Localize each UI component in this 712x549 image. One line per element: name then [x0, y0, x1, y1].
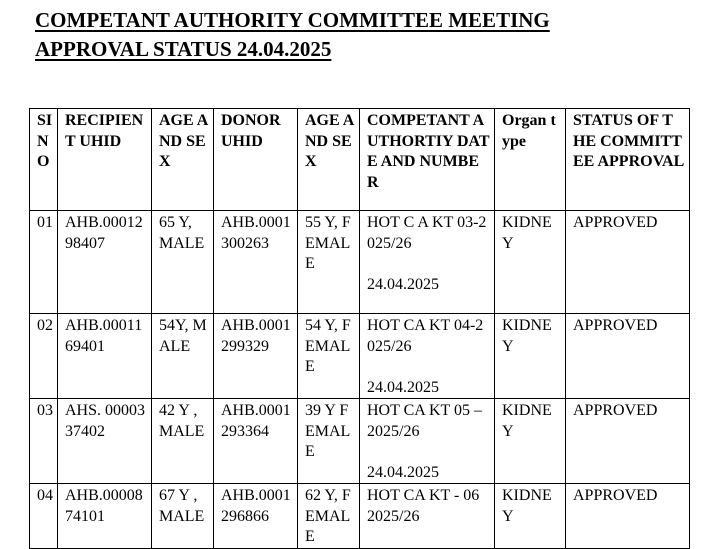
- approval-status-cell: APPROVED: [566, 314, 690, 399]
- authority-number-cell: [360, 399, 495, 484]
- authority-number-cell: [360, 484, 495, 549]
- donor-uhid-cell: AHB.0001296866: [214, 484, 298, 549]
- column-header: STATUS OF THE COMMITTEE APPROVAL: [566, 109, 690, 211]
- column-header: AGE AND SEX: [152, 109, 214, 211]
- recipient-age-sex-cell: 54Y, MALE: [152, 314, 214, 399]
- column-header: RECIPIENT UHID: [58, 109, 152, 211]
- recipient-uhid-cell: AHB.0001298407: [58, 211, 152, 314]
- serial-number-cell: 04: [30, 484, 58, 549]
- serial-number-cell: 03: [30, 399, 58, 484]
- column-header: Organ type: [495, 109, 566, 211]
- donor-uhid-cell: AHB.0001299329: [214, 314, 298, 399]
- column-header: AGE AND SEX: [298, 109, 360, 211]
- authority-number-cell: [360, 211, 495, 314]
- donor-age-sex-cell: 54 Y, FEMALE: [298, 314, 360, 399]
- authority-date: 24.04.2025: [367, 275, 439, 293]
- approval-status-cell: APPROVED: [566, 211, 690, 314]
- recipient-age-sex-cell: 67 Y , MALE: [152, 484, 214, 549]
- organ-type-cell: KIDNEY: [495, 314, 566, 399]
- table-row: [30, 211, 690, 314]
- authority-number: HOT CA KT - 06 2025/26: [367, 487, 480, 525]
- donor-age-sex-cell: 55 Y, FEMALE: [298, 211, 360, 314]
- approval-status-cell: APPROVED: [566, 399, 690, 484]
- authority-number-cell: [360, 314, 495, 399]
- column-header: SI NO: [30, 109, 58, 211]
- table-row: [30, 484, 690, 549]
- organ-type-cell: KIDNEY: [495, 399, 566, 484]
- authority-date: 24.04.2025: [367, 378, 439, 396]
- recipient-uhid-cell: AHB.0000874101: [58, 484, 152, 549]
- authority-number: HOT CA KT 04-2025/26: [367, 317, 484, 355]
- authority-date: 24.04.2025: [367, 463, 439, 481]
- recipient-age-sex-cell: 42 Y , MALE: [152, 399, 214, 484]
- recipient-age-sex-cell: 65 Y, MALE: [152, 211, 214, 314]
- title-line-1: COMPETANT AUTHORITY COMMITTEE MEETING: [35, 8, 550, 32]
- title-line-2: APPROVAL STATUS 24.04.2025: [35, 37, 332, 61]
- serial-number-cell: 01: [30, 211, 58, 314]
- donor-uhid-cell: AHB.0001293364: [214, 399, 298, 484]
- table-row: [30, 399, 690, 484]
- serial-number-cell: 02: [30, 314, 58, 399]
- recipient-uhid-cell: AHB.0001169401: [58, 314, 152, 399]
- table-header-row: [30, 109, 690, 211]
- approval-status-cell: APPROVED: [566, 484, 690, 549]
- organ-type-cell: KIDNEY: [495, 211, 566, 314]
- column-header: COMPETANT AUTHORTIY DATE AND NUMBER: [360, 109, 495, 211]
- approval-status-table: [29, 108, 690, 549]
- donor-age-sex-cell: 62 Y, FEMALE: [298, 484, 360, 549]
- donor-age-sex-cell: 39 Y FEMALE: [298, 399, 360, 484]
- recipient-uhid-cell: AHS. 0000337402: [58, 399, 152, 484]
- document-title: [35, 6, 705, 64]
- authority-number: HOT CA KT 05 – 2025/26: [367, 402, 482, 440]
- organ-type-cell: KIDNEY: [495, 484, 566, 549]
- column-header: DONOR UHID: [214, 109, 298, 211]
- authority-number: HOT C A KT 03-2025/26: [367, 214, 487, 252]
- table-row: [30, 314, 690, 399]
- donor-uhid-cell: AHB.0001300263: [214, 211, 298, 314]
